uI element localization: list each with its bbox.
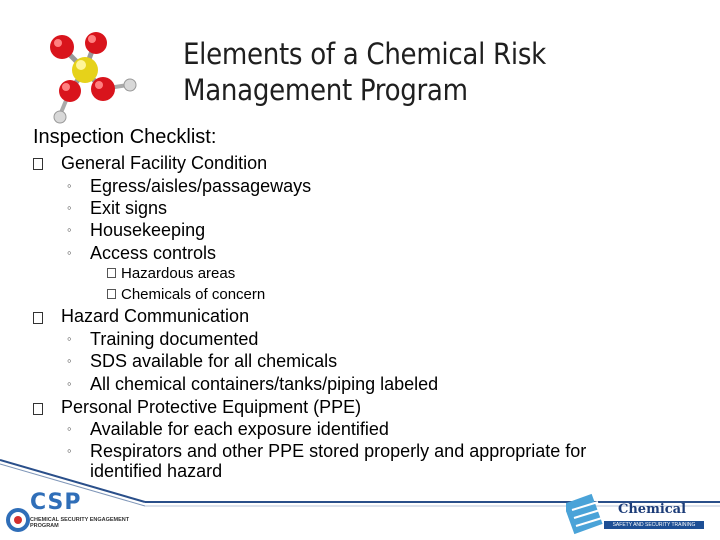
list-item: Available for each exposure identified bbox=[90, 419, 389, 439]
chemical-logo-name: Chemical bbox=[618, 502, 687, 517]
list-item: All chemical containers/tanks/piping labeled bbox=[90, 374, 439, 394]
list-item: Exit signs bbox=[90, 198, 168, 218]
csp-logo-subtitle: CHEMICAL SECURITY ENGAGEMENT PROGRAM bbox=[30, 517, 130, 529]
list-item: Access controls bbox=[90, 243, 217, 263]
circle-bullet-icon: ◦ bbox=[67, 353, 72, 368]
circle-bullet-icon: ◦ bbox=[67, 443, 72, 458]
circle-bullet-icon: ◦ bbox=[67, 245, 72, 260]
section-label: Hazard Communication bbox=[61, 306, 250, 326]
list-item-continuation: identified hazard bbox=[90, 461, 223, 481]
square-bullet-icon bbox=[107, 268, 116, 278]
csp-logo-name: CSP bbox=[30, 490, 82, 515]
circle-bullet-icon: ◦ bbox=[67, 178, 72, 193]
circle-bullet-icon: ◦ bbox=[67, 421, 72, 436]
checklist-heading: Inspection Checklist: bbox=[33, 126, 217, 148]
circle-bullet-icon: ◦ bbox=[67, 331, 72, 346]
square-bullet-icon bbox=[33, 312, 43, 324]
list-item: Housekeeping bbox=[90, 220, 206, 240]
square-bullet-icon bbox=[107, 289, 116, 299]
chemical-logo-subtitle: SAFETY AND SECURITY TRAINING bbox=[604, 521, 704, 529]
molecule-icon bbox=[30, 25, 150, 125]
sub-list-item: Chemicals of concern bbox=[121, 286, 266, 303]
circle-bullet-icon: ◦ bbox=[67, 200, 72, 215]
square-bullet-icon bbox=[33, 158, 43, 170]
list-item: Training documented bbox=[90, 329, 259, 349]
circle-bullet-icon: ◦ bbox=[67, 376, 72, 391]
circle-bullet-icon: ◦ bbox=[67, 222, 72, 237]
sub-list-item: Hazardous areas bbox=[121, 265, 236, 282]
section-label: General Facility Condition bbox=[61, 153, 268, 173]
slide-title: Elements of a Chemical Risk Management Program bbox=[183, 37, 546, 107]
square-bullet-icon bbox=[33, 403, 43, 415]
list-item: SDS available for all chemicals bbox=[90, 351, 338, 371]
section-label: Personal Protective Equipment (PPE) bbox=[61, 397, 362, 417]
list-item: Respirators and other PPE stored properly and appropriate for bbox=[90, 441, 587, 461]
list-item: Egress/aisles/passageways bbox=[90, 176, 312, 196]
